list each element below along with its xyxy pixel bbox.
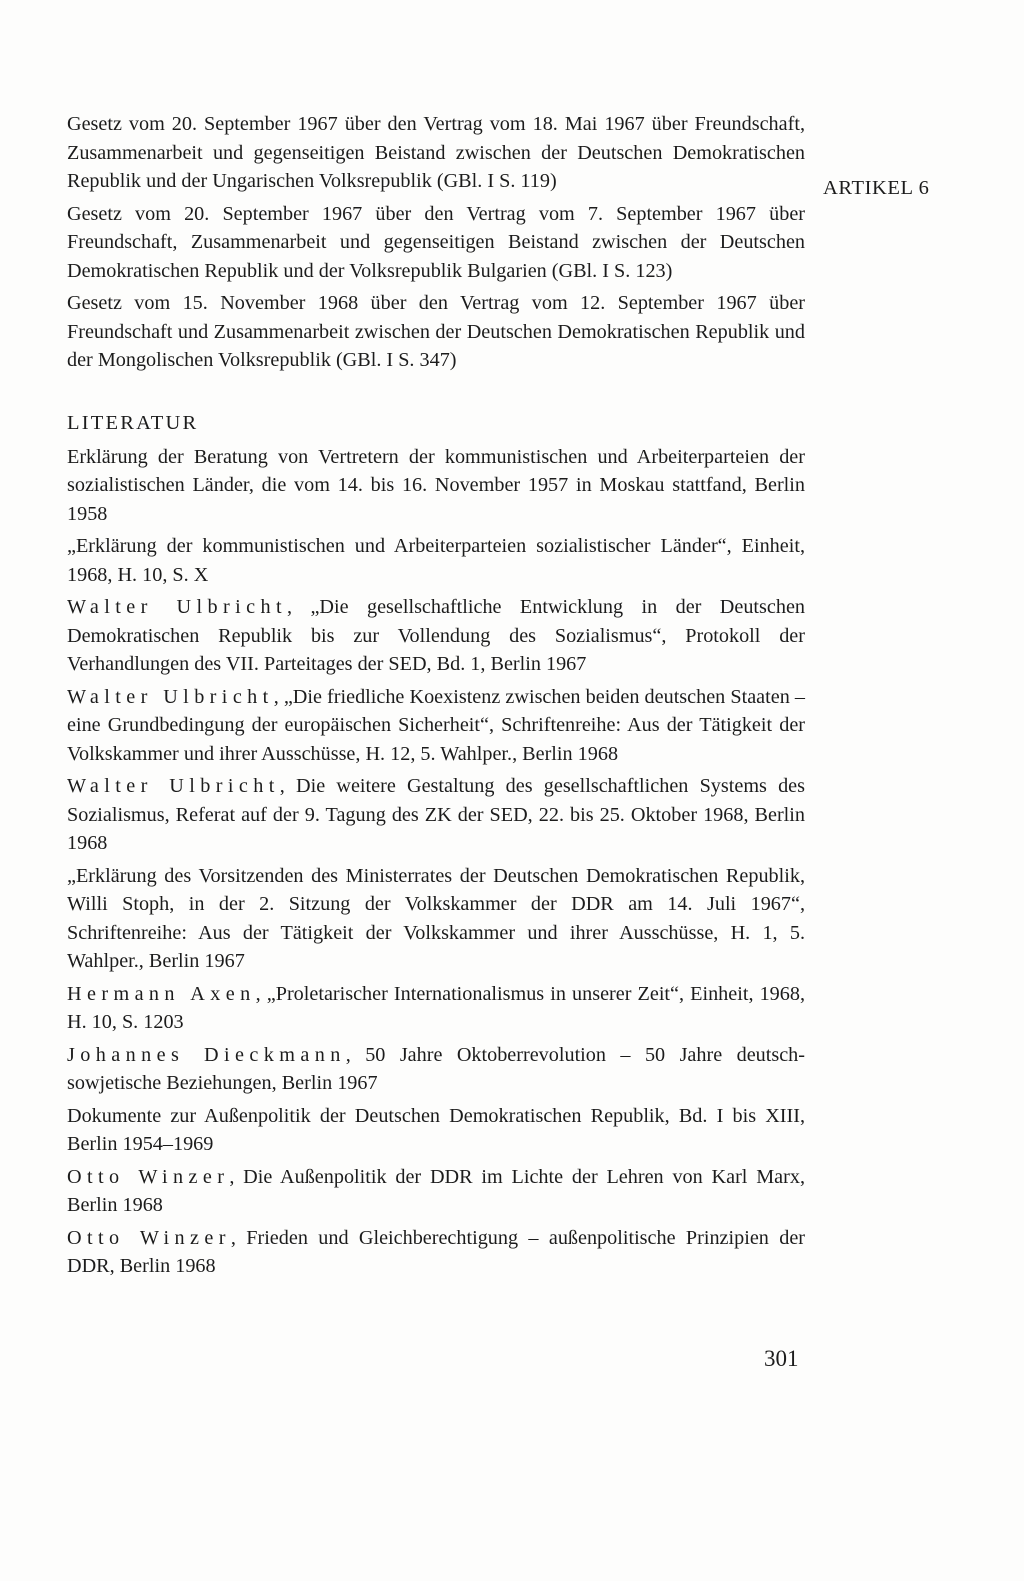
citation-text: , 50 Jahre Oktoberrevolution – 50 Jahre deutsch-sowjetische Beziehungen, Berlin 1967 bbox=[67, 1043, 805, 1094]
literature-entry bbox=[67, 532, 805, 589]
citation-text: „Erklärung der kommunistischen und Arbeiterparteien sozialistischer Länder“, Einheit, 1968, H. 10, S. X bbox=[67, 535, 805, 586]
literature-entry bbox=[67, 443, 805, 529]
literature-heading: LITERATUR bbox=[67, 411, 199, 434]
law-entry: Gesetz vom 15. November 1968 über den Vertrag vom 12. September 1967 über Freundschaft und Zusammenarbeit zwischen der Deutschen Demokratischen Republik und der Mongolischen Volksrepublik (GBl. I S. 347) bbox=[67, 292, 805, 371]
law-entry: Gesetz vom 20. September 1967 über den Vertrag vom 18. Mai 1967 über Freundschaft, Zusammenarbeit und gegenseitigen Beistand zwischen der Deutschen Demokratischen Republik und der Ungarischen Volksrepublik (GBl. I S. 119) bbox=[67, 113, 805, 192]
author-name: Walter Ulbricht bbox=[67, 775, 280, 797]
citation-text: Erklärung der Beratung von Vertretern der kommunistischen und Arbeiterparteien der sozialistischen Länder, die vom 14. bis 16. November 1957 in Moskau stattfand, Berlin 1958 bbox=[67, 445, 805, 525]
author-name: Hermann Axen bbox=[67, 982, 256, 1005]
citation-text: „Erklärung des Vorsitzenden des Ministerrates der Deutschen Demokratischen Republik, Willi Stoph, in der 2. Sitzung der Volkskammer der DDR am 14. Juli 1967“, Schriftenreihe: Aus der Tätigkeit der Volkskammer und ihrer Ausschüsse, H. 1, 5. Wahlper., Berlin 1967 bbox=[67, 864, 805, 972]
article-label: ARTIKEL 6 bbox=[823, 177, 930, 199]
page-number: 301 bbox=[764, 1346, 799, 1371]
author-name: Walter Ulbricht bbox=[67, 685, 274, 708]
author-name: Otto Winzer bbox=[67, 1226, 231, 1249]
literature-entry bbox=[67, 1163, 805, 1220]
citation-text: , „Proletarischer Internationalismus in unserer Zeit“, Einheit, 1968, H. 10, S. 1203 bbox=[67, 982, 805, 1033]
literature-entry bbox=[67, 980, 805, 1037]
author-name: Walter Ulbricht bbox=[67, 596, 287, 618]
law-entry: Gesetz vom 20. September 1967 über den Vertrag vom 7. September 1967 über Freundschaft, Zusammenarbeit und gegenseitigen Beistand zwischen der Deutschen Demokratischen Republik und der Volksrepublik Bulgarien (GBl. I S. 123) bbox=[67, 202, 805, 282]
citation-text: , Frieden und Gleichberechtigung – außenpolitische Prinzipien der DDR, Berlin 1968 bbox=[67, 1226, 805, 1277]
literature-entry bbox=[67, 1102, 805, 1159]
literature-entry bbox=[67, 862, 805, 976]
citation-text: , Die Außenpolitik der DDR im Lichte der Lehren von Karl Marx, Berlin 1968 bbox=[67, 1165, 805, 1216]
author-name: Johannes Dieckmann bbox=[67, 1043, 346, 1066]
literature-entry bbox=[67, 772, 805, 858]
literature-entry bbox=[67, 1041, 805, 1098]
citation-text: , Die weitere Gestaltung des gesellschaftlichen Systems des Sozialismus, Referat auf der 9. Tagung des ZK der SED, 22. bis 25. Oktober 1968, Berlin 1968 bbox=[67, 775, 805, 854]
literature-entry bbox=[67, 593, 805, 679]
main-text-column bbox=[67, 110, 805, 1285]
citation-text: , „Die friedliche Koexistenz zwischen beiden deutschen Staaten – eine Grundbedingung der europäischen Sicherheit“, Schriftenreihe: Aus der Tätigkeit der Volkskammer und ihrer Ausschüsse, H. 12, 5. Wahlper., Berlin 1968 bbox=[67, 685, 805, 765]
citation-text: Dokumente zur Außenpolitik der Deutschen Demokratischen Republik, Bd. I bis XIII, Berlin 1954–1969 bbox=[67, 1104, 805, 1155]
citation-text: , „Die gesellschaftliche Entwicklung in der Deutschen Demokratischen Republik bis zur Vollendung des Sozialismus“, Protokoll der Verhandlungen des VII. Parteitages der SED, Bd. 1, Berlin 1967 bbox=[67, 596, 806, 675]
literature-entry bbox=[67, 683, 805, 769]
author-name: Otto Winzer bbox=[67, 1165, 230, 1188]
literature-entry bbox=[67, 1224, 805, 1281]
